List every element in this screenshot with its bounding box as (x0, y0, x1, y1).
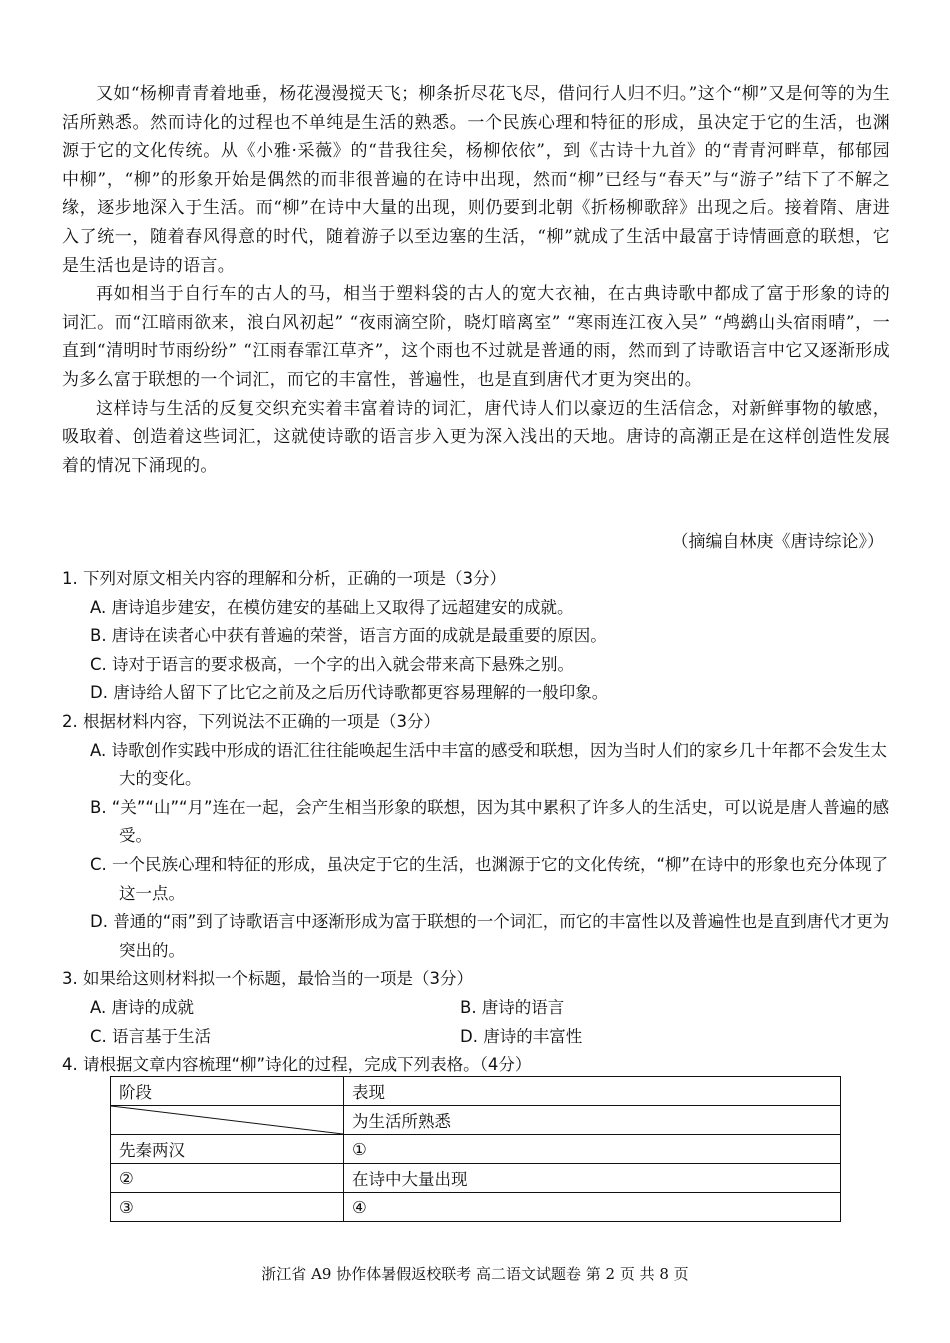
option-a: A. 诗歌创作实践中形成的语汇往往能唤起生活中丰富的感受和联想，因为当时人们的家乡几十年都不会发生太大的变化。 (90, 740, 887, 789)
option-grid (90, 994, 890, 1051)
option-d: D. 唐诗给人留下了比它之前及之后历代诗歌都更容易理解的一般印象。 (90, 683, 609, 703)
question-stem: 3. 如果给这则材料拟一个标题，最恰当的一项是（3分） (62, 969, 473, 989)
table-cell: 为生活所熟悉 (344, 1106, 841, 1135)
table-cell: 先秦两汉 (111, 1135, 344, 1164)
table-cell-blank: ① (344, 1135, 841, 1164)
questions-section (62, 565, 890, 1080)
question-1 (62, 565, 890, 708)
option-d: D. 唐诗的丰富性 (460, 1026, 583, 1046)
table-row (111, 1135, 841, 1164)
page-footer: 浙江省 A9 协作体暑假返校联考 高二语文试题卷 第 2 页 共 8 页 (261, 1265, 689, 1283)
question-stem: 4. 请根据文章内容梳理“柳”诗化的过程，完成下列表格。（4分） (62, 1055, 532, 1075)
table-cell: 在诗中大量出现 (344, 1164, 841, 1193)
table-cell-blank: ④ (344, 1193, 841, 1222)
table-row (111, 1193, 841, 1222)
table-cell-blank: ③ (111, 1193, 344, 1222)
passage-paragraph: 再如相当于自行车的古人的马，相当于塑料袋的古人的宽大衣袖，在古典诗歌中都成了富于形象的诗的词汇。而“江暗雨欲来，浪白风初起” “夜雨滴空阶，晓灯暗离室” “寒雨连江夜入吴” “鸬鹚山头宿雨晴”，一直到“清明时节雨纷纷” “江雨春霏江草齐”，这个雨也不过就是普通的雨，然而到了诗歌语言中它又逐渐形成为多么富于联想的一个词汇，而它的丰富性，普遍性，也是直到唐代才更为突出的。 (62, 284, 890, 390)
option-b: B. 唐诗的语言 (460, 997, 565, 1017)
table-header-cell: 表现 (344, 1077, 841, 1106)
option-b: B. “关”“山”“月”连在一起，会产生相当形象的联想，因为其中累积了许多人的生活史，可以说是唐人普遍的感受。 (90, 797, 890, 846)
table-header-row (111, 1077, 841, 1106)
option-b: B. 唐诗在读者心中获有普遍的荣誉，语言方面的成就是最重要的原因。 (90, 626, 607, 646)
option-a: A. 唐诗追步建安，在模仿建安的基础上又取得了远超建安的成就。 (90, 597, 574, 617)
question-2 (62, 708, 890, 965)
table-row (111, 1106, 841, 1135)
table-cell-blank: ② (111, 1164, 344, 1193)
question-stem: 2. 根据材料内容，下列说法不正确的一项是（3分） (62, 711, 440, 731)
question-stem: 1. 下列对原文相关内容的理解和分析，正确的一项是（3分） (62, 569, 506, 588)
passage-paragraph: 这样诗与生活的反复交织充实着丰富着诗的词汇，唐代诗人们以豪迈的生活信念，对新鲜事物的敏感，吸取着、创造着这些词汇，这就使诗歌的语言步入更为深入浅出的天地。唐诗的高潮正是在这样创造性发展着的情况下涌现的。 (62, 398, 890, 476)
diagonal-cell (111, 1106, 344, 1135)
option-c: C. 诗对于语言的要求极高，一个字的出入就会带来高下悬殊之别。 (90, 654, 575, 674)
option-c: C. 语言基于生活 (90, 1026, 212, 1046)
option-d: D. 普通的“雨”到了诗歌语言中逐渐形成为富于联想的一个词汇，而它的丰富性以及普遍性也是直到唐代才更为突出的。 (90, 912, 890, 960)
question-3 (62, 965, 890, 1051)
reading-passage (62, 80, 890, 480)
diagonal-line (111, 1106, 343, 1134)
option-a: A. 唐诗的成就 (90, 997, 194, 1017)
option-c: C. 一个民族心理和特征的形成，虽决定于它的生活，也渊源于它的文化传统，“柳”在诗中的形象也充分体现了这一点。 (90, 854, 889, 903)
table-row (111, 1164, 841, 1193)
table-header-cell: 阶段 (111, 1077, 344, 1106)
source-citation: （摘编自林庚《唐诗综论》） (671, 532, 884, 552)
passage-paragraph: 又如“杨柳青青着地垂，杨花漫漫搅天飞；柳条折尽花飞尽，借问行人归不归。”这个“柳”又是何等的为生活所熟悉。然而诗化的过程也不单纯是生活的熟悉。一个民族心理和特征的形成，虽决定于它的生活，也渊源于它的文化传统。从《小雅·采薇》的“昔我往矣，杨柳依依”，到《古诗十九首》的“青青河畔草，郁郁园中柳”，“柳”的形象开始是偶然的而非很普遍的在诗中出现，然而“柳”已经与“春天”与“游子”结下了不解之缘，逐步地深入于生活。而“柳”在诗中大量的出现，则仍要到北朝《折杨柳歌辞》出现之后。接着隋、唐进入了统一，随着春风得意的时代，随着游子以至边塞的生活，“柳”就成了生活中最富于诗情画意的联想，它是生活也是诗的语言。 (62, 84, 891, 276)
answer-table (110, 1076, 841, 1222)
